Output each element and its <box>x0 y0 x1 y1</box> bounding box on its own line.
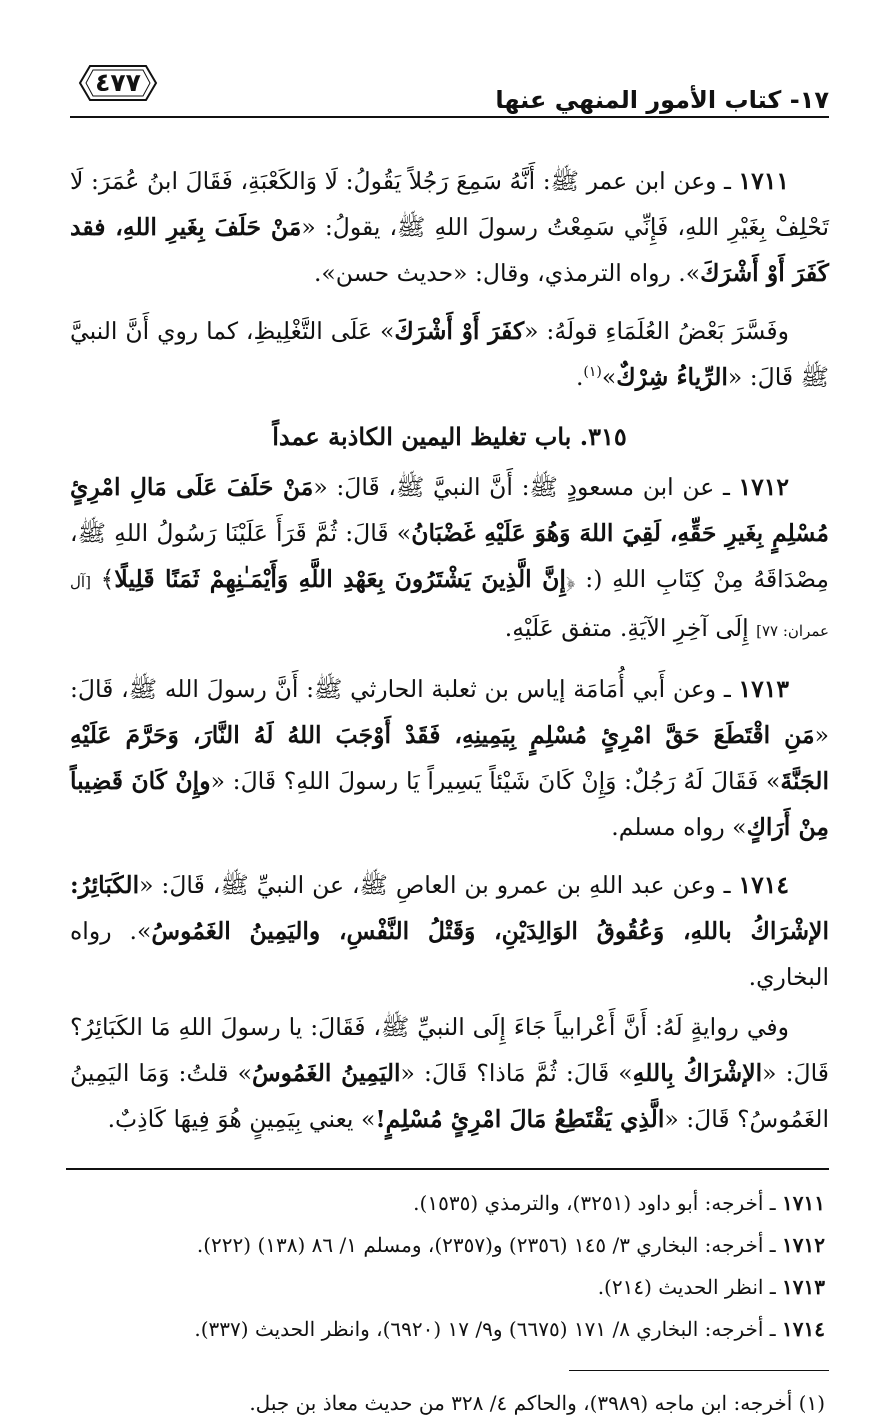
prophetic-saying: الرِّياءُ شِرْكٌ <box>616 363 728 391</box>
quran-reference: [آل عمران: ٧٧] <box>70 573 829 640</box>
commentary-paragraph <box>70 308 829 400</box>
hadith-text: » فَقَالَ لَهُ رَجُلٌ: وَإِنْ كَانَ شَيْئاً يَسِيراً يَا رسولَ اللهِ؟ قَالَ: « <box>210 767 781 795</box>
book-page <box>70 62 830 1415</box>
footnote-item <box>70 1266 829 1308</box>
footnote-text: ـ أخرجه: البخاري ٣/ ١٤٥ (٢٣٥٦) و(٢٣٥٧)، ومسلم ١/ ٨٦ (١٣٨) (٢٢٢). <box>196 1233 783 1257</box>
hadith-1711 <box>70 158 829 296</box>
hadith-text: » قلتُ: وَمَا اليَمِينُ الغَمُوسُ؟ قَالَ: « <box>70 1059 829 1133</box>
hadith-text: » قَالَ: ثُمَّ قَرَأَ عَلَيْنَا رَسُولُ اللهِ ﷺ، مِصْدَاقَهُ مِنْ كِتَابِ اللهِ (: ﴿ <box>70 519 830 593</box>
commentary-text: » <box>601 363 617 391</box>
hadith-number: ١٧١٢ <box>738 473 789 501</box>
prophetic-saying: مَنْ حَلَفَ عَلَى مَالِ امْرِئٍ مُسْلِمٍ بِغَيرِ حَقِّهِ، لَقِيَ اللهَ وَهُوَ عَلَيْهِ غَضْبَانُ <box>70 473 829 547</box>
prophetic-saying: وإِنْ كَانَ قَضِيباً مِنْ أَرَاكٍ <box>70 767 829 841</box>
hadith-text: ». رواه الترمذي، وقال: «حديث حسن». <box>313 259 701 287</box>
footnote-number: ١٧١١ <box>782 1191 825 1215</box>
hadith-text: ﴾ <box>90 565 115 593</box>
footnote-number: ١٧١٢ <box>782 1233 825 1257</box>
footnote-marker: (١) <box>798 1391 825 1415</box>
hadith-number: ١٧١٤ <box>738 871 789 899</box>
footnote-text: ـ انظر الحديث (٢١٤). <box>597 1275 783 1299</box>
prophetic-saying: مَنِ اقْتَطَعَ حَقَّ امْرِئٍ مُسْلِمٍ بِيَمِينِهِ، فَقَدْ أَوْجَبَ اللهُ لَهُ النَّارَ، وَحَرَّمَ عَلَيْهِ الجَنَّةَ <box>70 721 829 795</box>
footnote-marker: (١) <box>583 364 602 381</box>
hadith-text: » يعني بِيَمِينٍ هُوَ فِيهَا كَاذِبٌ. <box>107 1105 376 1133</box>
footnote-number: ١٧١٣ <box>782 1275 825 1299</box>
footnote-text: أخرجه: ابن ماجه (٣٩٨٩)، والحاكم ٤/ ٣٢٨ من حديث معاذ بن جبل. <box>249 1391 799 1415</box>
hadith-1714 <box>70 862 829 1000</box>
prophetic-saying: الَّذِي يَقْتَطِعُ مَالَ امْرِئٍ مُسْلِمٍ! <box>375 1105 665 1133</box>
footnote-text: ـ أخرجه: أبو داود (٣٢٥١)، والترمذي (١٥٣٥). <box>413 1191 783 1215</box>
hadith-text: » رواه مسلم. <box>611 813 747 841</box>
hadith-text: » قَالَ: ثُمَّ مَاذا؟ قَالَ: « <box>400 1059 633 1087</box>
hadith-1713 <box>70 666 829 850</box>
prophetic-saying: الإشْرَاكُ بِاللهِ <box>632 1059 763 1087</box>
footnotes-list <box>70 1182 829 1350</box>
hadith-text: ـ عن ابن مسعودٍ ﷺ: أَنَّ النبيَّ ﷺ، قَالَ: « <box>313 473 739 501</box>
page-header <box>70 62 829 118</box>
chapter-title: ١٧- كتاب الأمور المنهي عنها <box>495 86 829 114</box>
prophetic-saying: مَنْ حَلَفَ بِغَيرِ اللهِ، فقد كَفَرَ أَوْ أَشْرَكَ <box>70 213 829 287</box>
footnote-item <box>70 1224 829 1266</box>
hadith-number: ١٧١٣ <box>738 675 789 703</box>
hadith-text: وفي روايةٍ لَهُ: أَنَّ أَعْرابياً جَاءَ إِلَى النبيِّ ﷺ، فَقَالَ: يا رسولَ اللهِ مَا الكَبَائِرُ؟ قَالَ: « <box>70 1013 829 1087</box>
commentary-text: وفَسَّرَ بَعْضُ العُلَمَاءِ قولَهُ: « <box>524 317 790 345</box>
quoted-phrase: كفَرَ أَوْ أَشْرَكَ <box>394 317 525 345</box>
hadith-text: ». رواه البخاري. <box>70 917 829 991</box>
footnote-item <box>70 1308 829 1350</box>
footnote-text: ـ أخرجه: البخاري ٨/ ١٧١ (٦٦٧٥) و٩/ ١٧ (٦٩٢٠)، وانظر الحديث (٣٣٧). <box>194 1317 783 1341</box>
bottom-footnote <box>70 1383 829 1423</box>
page-number: ٤٧٧ <box>95 68 141 97</box>
commentary-text: . <box>575 363 584 391</box>
footnote-divider <box>66 1168 829 1170</box>
prophetic-saying: اليَمِينُ الغَمُوسُ <box>251 1059 401 1087</box>
hadith-1712 <box>70 464 829 654</box>
quran-verse: إِنَّ الَّذِينَ يَشْتَرُونَ بِعَهْدِ اللَّهِ وَأَيْمَـٰنِهِمْ ثَمَنًا قَلِيلًا <box>114 565 566 593</box>
footnote-item <box>70 1182 829 1224</box>
bottom-note-divider <box>569 1370 829 1371</box>
hadith-number: ١٧١١ <box>738 167 789 195</box>
hadith-text: ـ وعن أَبي أُمَامَة إياس بن ثعلبة الحارثي ﷺ: أَنَّ رسولَ الله ﷺ، قَالَ: « <box>70 675 829 749</box>
hadith-text: إِلَى آخِرِ الآيَةِ. متفق عَلَيْهِ. <box>504 614 757 642</box>
prophetic-saying: الكَبَائِرُ: الإشْرَاكُ باللهِ، وَعُقُوقُ الوَالِدَيْنِ، وَقَتْلُ النَّفْسِ، واليَمِينُ الغَمُوسُ <box>70 871 829 945</box>
main-text <box>70 158 829 1142</box>
page-number-badge <box>78 64 158 102</box>
commentary-text: » عَلَى التَّغْلِيظِ، كما روي أَنَّ النبيَّ ﷺ قَالَ: « <box>70 317 829 391</box>
riwaya-paragraph <box>70 1004 829 1142</box>
hadith-text: ـ وعن عبد اللهِ بن عمرو بن العاصِ ﷺ، عن النبيِّ ﷺ، قَالَ: « <box>139 871 739 899</box>
hadith-text: ـ وعن ابن عمر ﷺ: أَنَّهُ سَمِعَ رَجُلاً يَقُولُ: لَا وَالكَعْبَةِ، فَقَالَ ابنُ عُمَرَ: لَا تَحْلِفْ بِغَيْرِ اللهِ، فَإِنِّي سَمِعْتُ رسولَ اللهِ ﷺ، يقولُ: « <box>70 167 829 241</box>
footnote-number: ١٧١٤ <box>782 1317 825 1341</box>
chapter-heading: ٣١٥. باب تغليظ اليمين الكاذبة عمداً <box>272 422 627 451</box>
